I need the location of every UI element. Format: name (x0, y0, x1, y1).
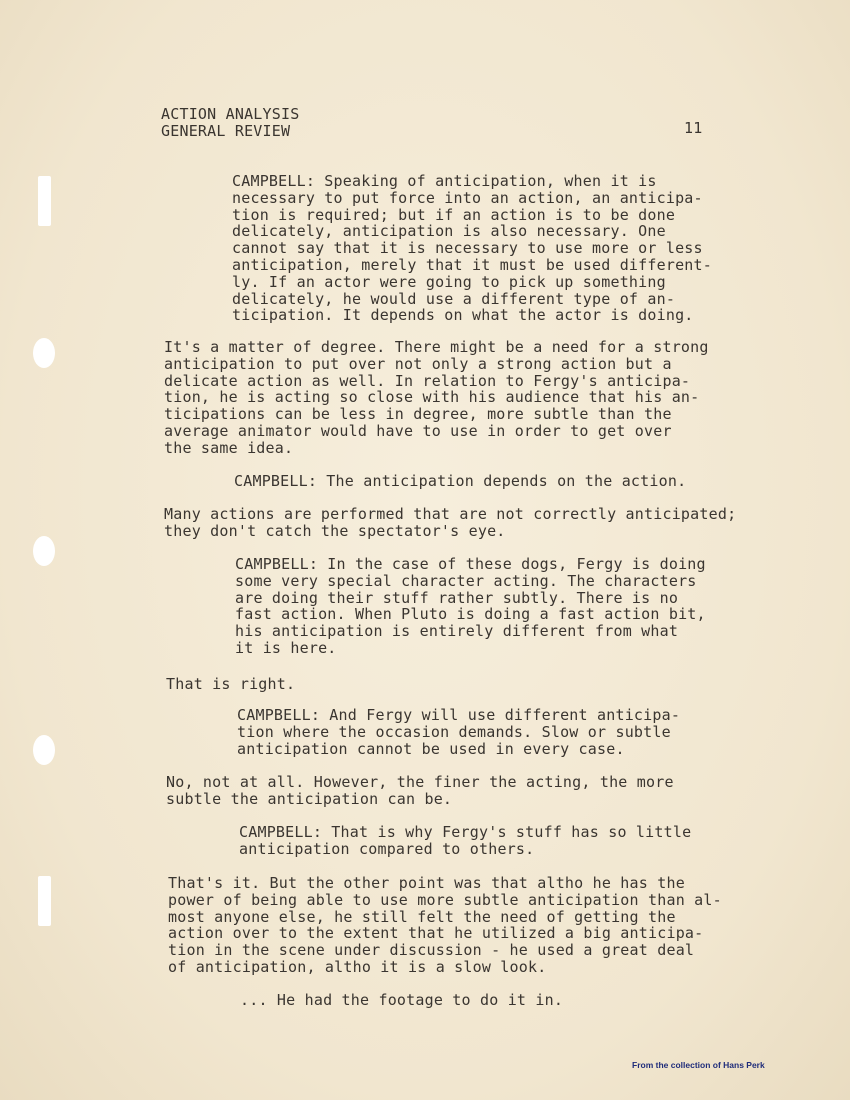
header-subtitle: GENERAL REVIEW (161, 121, 291, 140)
collection-credit: From the collection of Hans Perk (632, 1060, 765, 1070)
punch-hole-1 (33, 338, 55, 368)
binder-slot-bottom (38, 876, 51, 926)
response-paragraph-3: That is right. (166, 675, 296, 693)
closing-remark: ... He had the footage to do it in. (240, 991, 564, 1009)
document-header (161, 106, 299, 140)
page-number: 11 (684, 119, 703, 137)
response-paragraph-2: Many actions are performed that are not correctly anticipated; they don't catch the spectator's eye. (164, 505, 737, 540)
punch-hole-3 (33, 735, 55, 765)
campbell-remark-5: CAMPBELL: That is why Fergy's stuff has so little anticipation compared to others. (239, 823, 692, 858)
punch-hole-2 (33, 536, 55, 566)
campbell-remark-1: CAMPBELL: Speaking of anticipation, when it is necessary to put force into an action, an anticipa- tion is required; but if an action is to be done delicately, anticipation is also necessary. One cannot say that it is necessary to use more or less anticipation, merely that it must be used different- ly. If an actor were going to pick up something delicately, he would use a different type of an- ticipation. It depends on what the actor is doing. (232, 172, 712, 325)
header-title: ACTION ANALYSIS (161, 105, 300, 123)
binder-slot-top (38, 176, 51, 226)
campbell-remark-2: CAMPBELL: The anticipation depends on the action. (234, 472, 687, 490)
campbell-remark-3: CAMPBELL: In the case of these dogs, Fergy is doing some very special character acting. The characters are doing their stuff rather subtly. There is no fast action. When Pluto is doing a fast action bit, his anticipation is entirely different from what it is here. (235, 555, 706, 657)
response-paragraph-1: It's a matter of degree. There might be a need for a strong anticipation to put over not only a strong action but a delicate action as well. In relation to Fergy's anticipa- tion, he is acting so close with his audience that his an- ticipations can be less in degree, more subtle than the average animator would have to use in order to get over the same idea. (164, 338, 709, 457)
response-paragraph-5: That's it. But the other point was that altho he has the power of being able to use more subtle anticipation than al- most anyone else, he still felt the need of getting the action over to the extent that he utilized a big anticipa- tion in the scene under discussion - he used a great deal of anticipation, altho it is a slow look. (168, 874, 722, 976)
response-paragraph-4: No, not at all. However, the finer the acting, the more subtle the anticipation can be. (166, 773, 674, 808)
campbell-remark-4: CAMPBELL: And Fergy will use different anticipa- tion where the occasion demands. Slow or subtle anticipation cannot be used in every case. (237, 706, 681, 758)
